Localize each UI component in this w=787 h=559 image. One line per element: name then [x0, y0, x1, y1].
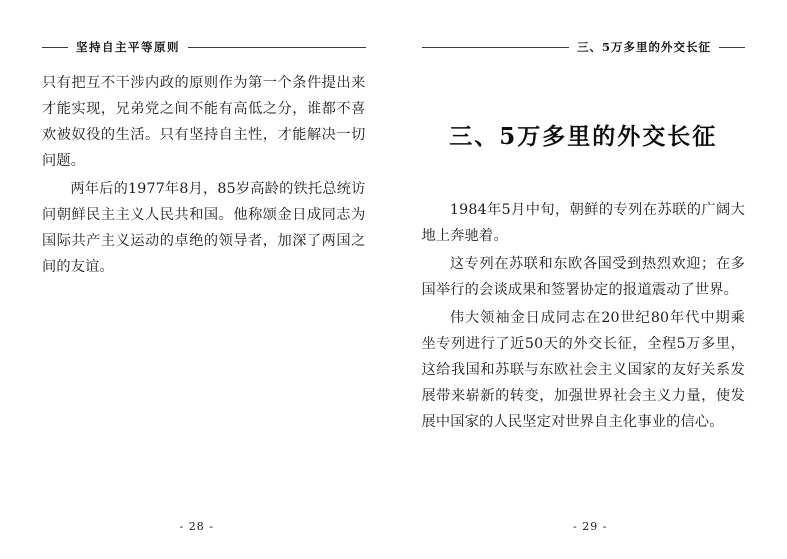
left-page-content	[42, 38, 366, 519]
right-body-text	[422, 197, 746, 435]
left-body-text	[42, 70, 366, 280]
right-page-folio: - 29 -	[573, 520, 608, 533]
right-page-content	[422, 38, 746, 519]
left-header-title: 坚持自主平等原则	[76, 40, 180, 54]
paragraph: 伟大领袖金日成同志在20世纪80年代中期乘坐专列进行了近50天的外交长征，全程5万多里，这给我国和苏联与东欧社会主义国家的友好关系发展带来崭新的转变，加强世界社会主义力量，使发展中国家的人民坚定对世界自主化事业的信心。	[421, 310, 745, 430]
right-running-header	[422, 38, 746, 56]
paragraph: 两年后的1977年8月，85岁高龄的铁托总统访问朝鲜民主主义人民共和国。他称颂金日成同志为国际共产主义运动的卓绝的领导者，加深了两国之间的友谊。	[42, 181, 366, 275]
header-rule-left	[422, 47, 569, 48]
right-page	[394, 0, 787, 559]
chapter-title: 三、5万多里的外交长征	[449, 123, 718, 150]
paragraph: 只有把互不干涉内政的原则作为第一个条件提出来才能实现，兄弟党之间不能有高低之分，谁都不喜欢被奴役的生活。只有坚持自主性，才能解决一切问题。	[42, 75, 366, 169]
header-rule-right	[719, 47, 745, 48]
left-running-header	[42, 38, 366, 56]
paragraph: 1984年5月中旬，朝鲜的专列在苏联的广阔大地上奔驰着。	[421, 202, 745, 244]
left-page-folio: - 28 -	[179, 520, 214, 533]
header-rule-right	[188, 47, 366, 48]
right-header-title: 三、5万多里的外交长征	[576, 40, 711, 54]
paragraph: 这专列在苏联和东欧各国受到热烈欢迎；在多国举行的会谈成果和签署协定的报道震动了世界。	[421, 256, 745, 298]
header-rule-left	[42, 47, 68, 48]
